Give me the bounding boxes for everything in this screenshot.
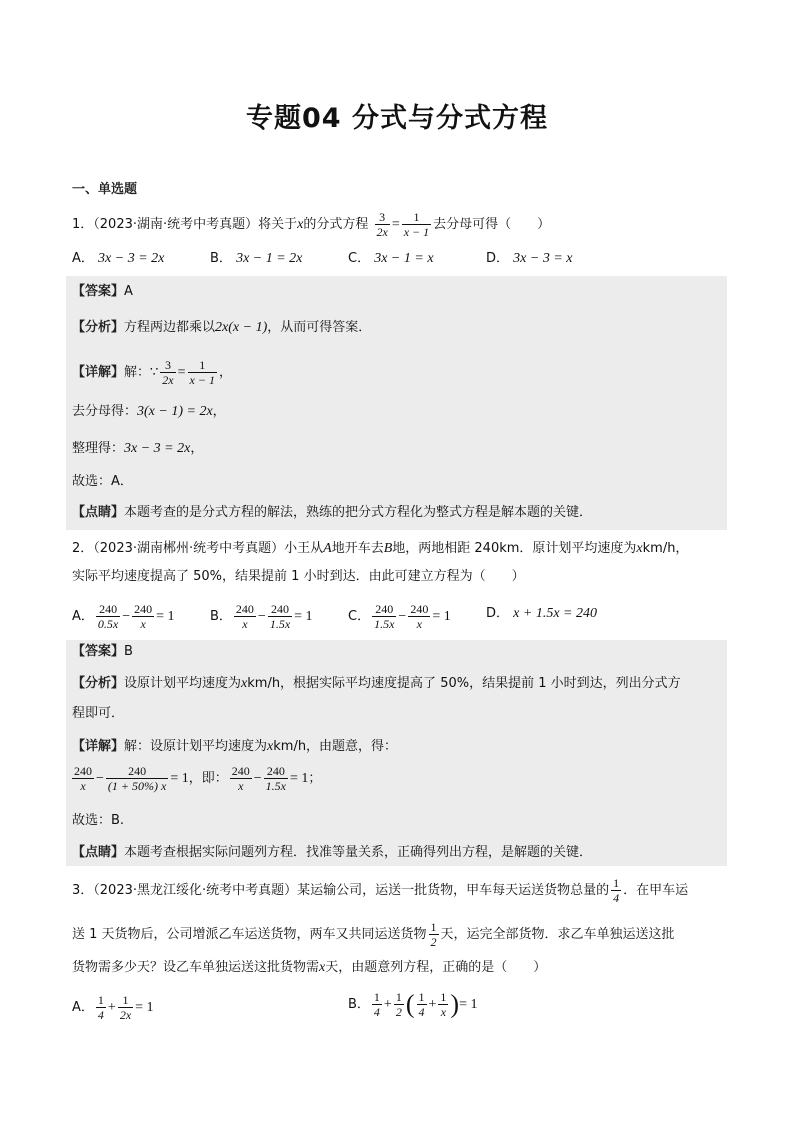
question-2-stem-line-2: 实际平均速度提高了 50%，结果提前 1 小时到达．由此可建立方程为（ ）	[72, 569, 525, 584]
q1-option-c[interactable]: C． 3x − 1 = x	[348, 251, 434, 266]
q2-comment: 【点睛】本题考查根据实际问题列方程．找准等量关系，正确得列出方程，是解题的关键．	[72, 845, 593, 860]
q1-step-1: 去分母得：3(x − 1) = 2x，	[72, 404, 226, 419]
q1-option-a[interactable]: A． 3x − 3 = 2x	[72, 251, 165, 266]
q1-option-b[interactable]: B． 3x − 1 = 2x	[210, 251, 303, 266]
question-3-stem: 3．（2023·黑龙江绥化·统考中考真题）某运输公司，运送一批货物，甲车每天运送货物总量的 $\frac{1}{4}$ ．在甲车运	[72, 876, 689, 905]
q1-analysis: 【分析】方程两边都乘以2x(x − 1)，从而可得答案．	[72, 320, 372, 335]
q2-option-b[interactable]: B． $\frac{240}{x}$ − $\frac{240}{1.5x}$ = 1	[210, 602, 313, 631]
q1-choice: 故选：A．	[72, 474, 133, 489]
q2-analysis-line-2: 程即可．	[72, 706, 125, 721]
question-3-stem-line-3: 货物需多少天？设乙车单独运送这批货物需x天，由题意列方程，正确的是（ ）	[72, 960, 547, 975]
q1-comment: 【点睛】本题考查的是分式方程的解法，熟练的把分式方程化为整式方程是解本题的关键．	[72, 505, 593, 520]
q1-answer: 【答案】A	[72, 284, 133, 299]
question-2-stem: 2．（2023·湖南郴州·统考中考真题）小王从A地开车去B地，两地相距 240km．原计划平均速度为xkm/h，	[72, 541, 689, 556]
q3-option-b[interactable]: B． $\frac{1}{4}$ + $\frac{1}{2}$ ( $\frac{1}{4}$ + $\frac{1}{x}$ )= 1	[348, 989, 478, 1019]
q2-option-a[interactable]: A． $\frac{240}{0.5x}$ − $\frac{240}{x}$ = 1	[72, 602, 175, 631]
question-1-stem: 1．（2023·湖南·统考中考真题）将关于x的分式方程 $\frac{3}{2x}$ = $\frac{1}{x - 1}$ 去分母可得（ ）	[72, 210, 551, 239]
q2-equation: $\frac{240}{x}$ − $\frac{240}{(1 + 50\%) x}$ = 1，即： $\frac{240}{x}$ − $\frac{240}{1.5x}$ = 1；	[74, 764, 322, 793]
q1-option-d[interactable]: D． 3x − 3 = x	[486, 251, 573, 266]
section-heading: 一、单选题	[72, 182, 138, 197]
q2-detail: 【详解】解：设原计划平均速度为xkm/h，由题意，得：	[72, 739, 398, 754]
question-3-stem-line-2: 送 1 天货物后，公司增派乙车运送货物，两车又共同运送货物 $\frac{1}{2}$ 天，运完全部货物．求乙车单独运送这批	[72, 920, 675, 949]
q1-detail: 【详解】解：∵ $\frac{3}{2x}$ = $\frac{1}{x - 1}$ ，	[72, 358, 232, 387]
q2-choice: 故选：B.	[72, 813, 125, 828]
q2-option-d[interactable]: D． x + 1.5x = 240	[486, 606, 597, 621]
q2-option-c[interactable]: C． $\frac{240}{1.5x}$ − $\frac{240}{x}$ = 1	[348, 602, 451, 631]
q1-step-2: 整理得：3x − 3 = 2x，	[72, 441, 204, 456]
q2-answer: 【答案】B	[72, 644, 133, 659]
q2-analysis: 【分析】设原计划平均速度为xkm/h，根据实际平均速度提高了 50%，结果提前 1 小时到达，列出分式方	[72, 676, 681, 691]
page-title: 专题04 分式与分式方程	[246, 103, 548, 134]
fraction: $\frac{1}{x - 1}$	[403, 210, 430, 239]
fraction: $\frac{3}{2x}$	[376, 210, 388, 239]
q3-option-a[interactable]: A． $\frac{1}{4}$ + $\frac{1}{2x}$ = 1	[72, 993, 154, 1022]
